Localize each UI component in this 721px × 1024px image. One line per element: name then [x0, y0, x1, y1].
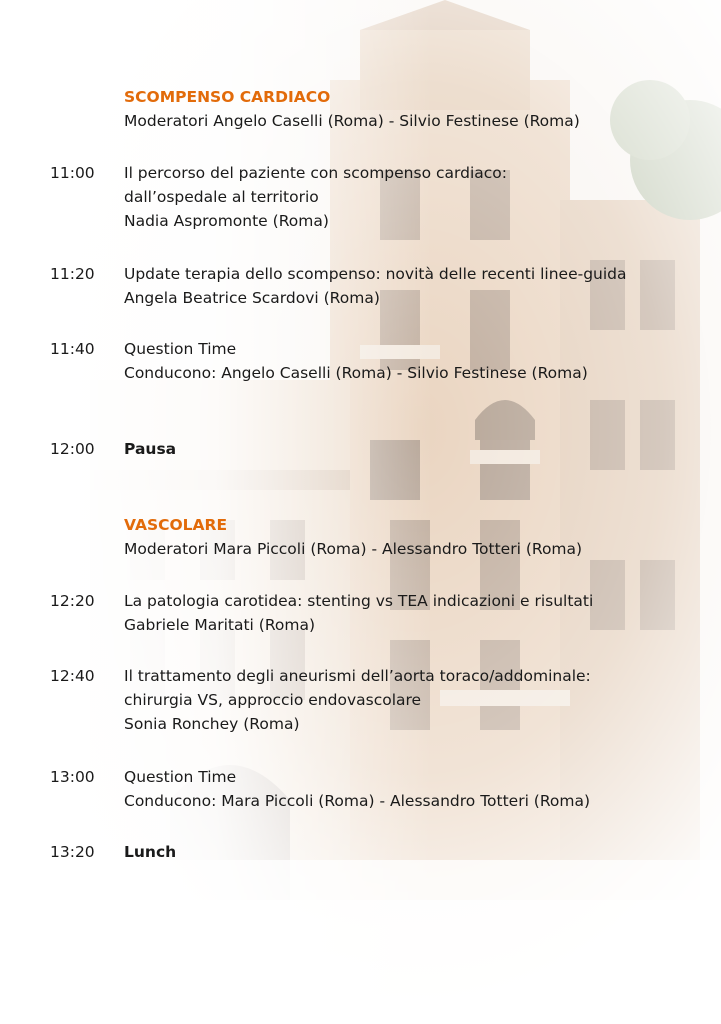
- session-time: 13:20: [50, 843, 95, 861]
- session-time: 12:00: [50, 440, 95, 458]
- session-title: Question Time: [124, 768, 237, 786]
- session-time: 11:40: [50, 340, 95, 358]
- session-time: 11:00: [50, 164, 95, 182]
- session-speaker: Angela Beatrice Scardovi (Roma): [124, 289, 380, 307]
- session-time: 12:20: [50, 592, 95, 610]
- session-title: chirurgia VS, approccio endovascolare: [124, 691, 422, 709]
- session-title: Il percorso del paziente con scompenso cardiaco:: [124, 164, 507, 182]
- session-time: 12:40: [50, 667, 95, 685]
- session-speaker: Conducono: Angelo Caselli (Roma) - Silvio Festinese (Roma): [124, 364, 588, 382]
- session-time: 13:00: [50, 768, 95, 786]
- session-title: Question Time: [124, 340, 237, 358]
- section-moderators: Moderatori Angelo Caselli (Roma) - Silvio Festinese (Roma): [124, 112, 580, 130]
- session-title: Il trattamento degli aneurismi dell’aorta toraco/addominale:: [124, 667, 591, 685]
- session-title: La patologia carotidea: stenting vs TEA indicazioni e risultati: [124, 592, 594, 610]
- session-speaker: Conducono: Mara Piccoli (Roma) - Alessandro Totteri (Roma): [124, 792, 591, 810]
- session-title: dall’ospedale al territorio: [124, 188, 319, 206]
- session-speaker: Gabriele Maritati (Roma): [124, 616, 316, 634]
- session-speaker: Nadia Aspromonte (Roma): [124, 212, 329, 230]
- session-speaker: Sonia Ronchey (Roma): [124, 715, 300, 733]
- session-title: Update terapia dello scompenso: novità delle recenti linee-guida: [124, 265, 627, 283]
- break-label: Pausa: [124, 440, 177, 458]
- lunch-label: Lunch: [124, 843, 177, 861]
- session-time: 11:20: [50, 265, 95, 283]
- section-heading: SCOMPENSO CARDIACO: [124, 88, 331, 106]
- section-heading: VASCOLARE: [124, 516, 228, 534]
- section-moderators: Moderatori Mara Piccoli (Roma) - Alessandro Totteri (Roma): [124, 540, 583, 558]
